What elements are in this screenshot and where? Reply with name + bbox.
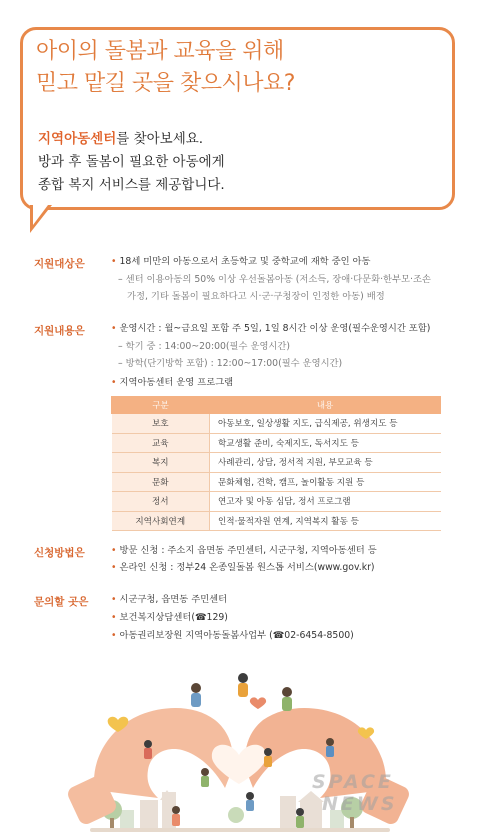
table-cell-category: 교육 (112, 433, 210, 453)
program-table (111, 396, 441, 531)
table-cell-content: 인적·물적자원 연계, 지역복지 활동 등 (210, 511, 441, 531)
watermark-line-2: NEWS (322, 793, 398, 815)
section-label-apply: 신청방법은 (34, 547, 85, 559)
table-row (112, 511, 441, 531)
table-header-content: 내용 (210, 397, 441, 414)
bubble-tail-fill (33, 205, 48, 225)
table-row (112, 433, 441, 453)
table-cell-content: 아동보호, 일상생활 지도, 급식제공, 위생지도 등 (210, 414, 441, 434)
table-cell-category: 복지 (112, 453, 210, 473)
section-label-contact: 문의할 곳은 (34, 596, 89, 608)
intro-highlight: 지역아동센터 (38, 131, 117, 147)
table-row (112, 472, 441, 492)
intro-text (38, 128, 438, 197)
table-cell-content: 연고자 및 아동 심담, 정서 프로그램 (210, 492, 441, 512)
table-cell-category: 보호 (112, 414, 210, 434)
contact-bullet-1: • 시군구청, 읍면동 주민센터 (111, 593, 227, 606)
table-header-category: 구분 (112, 397, 210, 414)
content-bullet-2: • 지역아동센터 운영 프로그램 (111, 376, 233, 389)
contact-bullet-2: • 보건복지상담센터(☎129) (111, 611, 228, 624)
section-label-target: 지원대상은 (34, 258, 85, 270)
table-cell-content: 학교생활 준비, 숙제지도, 독서지도 등 (210, 433, 441, 453)
table-cell-content: 사례관리, 상담, 정서적 지원, 부모교육 등 (210, 453, 441, 473)
headline-line-1: 아이의 돌봄과 교육을 위해 (36, 39, 284, 64)
table-cell-category: 문화 (112, 472, 210, 492)
intro-line-1: 를 찾아보세요. (116, 131, 204, 147)
table-cell-category: 지역사회연계 (112, 511, 210, 531)
section-label-content: 지원내용은 (34, 325, 85, 337)
table-cell-category: 정서 (112, 492, 210, 512)
table-row (112, 492, 441, 512)
intro-line-3: 종합 복지 서비스를 제공합니다. (38, 177, 225, 193)
table-header-row (112, 397, 441, 414)
table-cell-content: 문화체험, 견학, 캠프, 놀이활동 지원 등 (210, 472, 441, 492)
table-row (112, 453, 441, 473)
watermark (312, 771, 462, 831)
content-sub-2: – 방학(단기방학 포함) : 12:00~17:00(필수 운영시간) (118, 358, 343, 369)
target-sub-2: 가정, 기타 돌봄이 필요하다고 시·군·구청장이 인정한 아동) 배정 (127, 291, 385, 302)
target-sub-1: – 센터 이용아동의 50% 이상 우선돌봄아동 (저소득, 장애·다문화·한부모·조손 (118, 274, 431, 285)
contact-bullet-3: • 아동권리보장원 지역아동돌봄사업부 (☎02-6454-8500) (111, 629, 354, 642)
target-bullet: • 18세 미만의 아동으로서 초등학교 및 중학교에 재학 중인 아동 (111, 255, 371, 268)
headline-line-2: 믿고 맡길 곳을 찾으시나요? (36, 71, 295, 96)
watermark-line-1: SPACE (312, 771, 394, 793)
headline (36, 36, 446, 100)
intro-line-2: 방과 후 돌봄이 필요한 아동에게 (38, 154, 225, 170)
content-sub-1: – 학기 중 : 14:00~20:00(필수 운영시간) (118, 341, 291, 352)
apply-bullet-1: • 방문 신청 : 주소지 읍면동 주민센터, 시군구청, 지역아동센터 등 (111, 544, 377, 557)
content-bullet-1: • 운영시간 : 월~금요일 포함 주 5일, 1일 8시간 이상 운영(필수운영시간 포함) (111, 322, 430, 335)
small-heart-icon (250, 697, 266, 709)
table-row (112, 414, 441, 434)
apply-bullet-2: • 온라인 신청 : 정부24 온종일돌봄 원스톱 서비스(www.gov.kr) (111, 561, 375, 574)
